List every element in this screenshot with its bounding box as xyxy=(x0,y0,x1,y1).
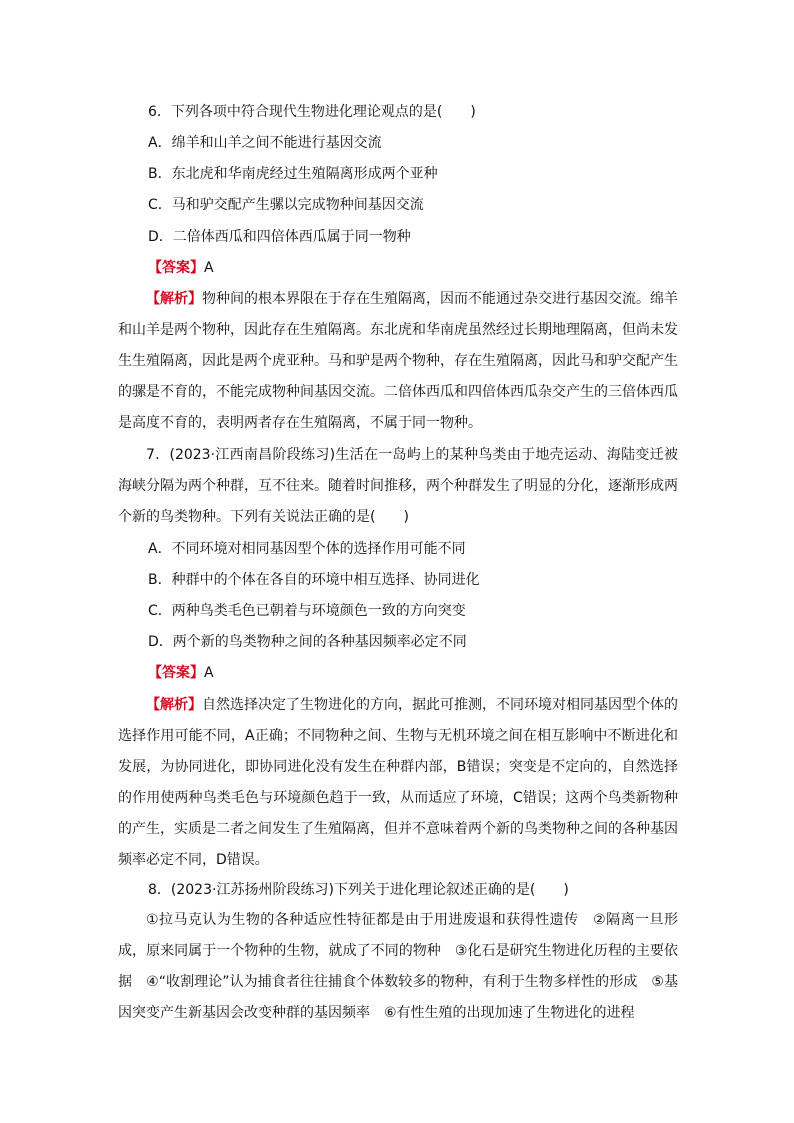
question-6-option-a: A．绵羊和山羊之间不能进行基因交流 xyxy=(148,135,382,151)
question-8-statements: ①拉马克认为生物的各种适应性特征都是由于用进废退和获得性遗传 ②隔离一旦形成，原来同属于一个物种的生物，就成了不同的物种 ③化石是研究生物进化历程的主要依据 ④“收割理论”认为捕食者往往捕食个体数较多的物种，有利于生物多样性的形成 ⑤基因突变产生新基因会改变种群的基因频率 ⑥有性生殖的出现加速了生物进化的进程 xyxy=(118,912,678,1021)
question-7-stem: 7．(2023·江西南昌阶段练习)生活在一岛屿上的某种鸟类由于地壳运动、海陆变迁被海峡分隔为两个种群，互不往来。随着时间推移，两个种群发生了明显的分化，逐渐形成两个新的鸟类物种。下列有关说法正确的是( ) xyxy=(118,447,678,525)
question-7-option-a: A．不同环境对相同基因型个体的选择作用可能不同 xyxy=(148,541,466,557)
question-7-option-d: D．两个新的鸟类物种之间的各种基因频率必定不同 xyxy=(148,634,467,650)
answer-value: A xyxy=(204,665,214,681)
analysis-tag: 【解析】 xyxy=(146,697,202,713)
answer-tag: 【答案】 xyxy=(148,260,204,276)
answer-tag: 【答案】 xyxy=(148,665,204,681)
question-7-answer xyxy=(148,663,214,683)
question-6-option-d: D．二倍体西瓜和四倍体西瓜属于同一物种 xyxy=(148,229,411,245)
question-6-option-c: C．马和驴交配产生骡以完成物种间基因交流 xyxy=(148,197,424,213)
question-6-option-b: B．东北虎和华南虎经过生殖隔离形成两个亚种 xyxy=(148,166,438,182)
question-7-option-b: B．种群中的个体在各自的环境中相互选择、协同进化 xyxy=(148,572,480,588)
question-7-option-c: C．两种鸟类毛色已朝着与环境颜色一致的方向突变 xyxy=(148,603,466,619)
answer-value: A xyxy=(204,260,214,276)
analysis-text: 物种间的根本界限在于存在生殖隔离，因而不能通过杂交进行基因交流。绵羊和山羊是两个物种，因此存在生殖隔离。东北虎和华南虎虽然经过长期地理隔离，但尚未发生生殖隔离，因此是两个虎亚种。马和驴是两个物种，存在生殖隔离，因此马和驴交配产生的骡是不育的，不能完成物种间基因交流。二倍体西瓜和四倍体西瓜杂交产生的三倍体西瓜是高度不育的，表明两者存在生殖隔离，不属于同一物种。 xyxy=(118,291,678,431)
question-8-stem: 8．(2023·江苏扬州阶段练习)下列关于进化理论叙述正确的是( ) xyxy=(148,882,569,898)
analysis-text: 自然选择决定了生物进化的方向，据此可推测，不同环境对相同基因型个体的选择作用可能不同，A正确；不同物种之间、生物与无机环境之间在相互影响中不断进化和发展，为协同进化，即协同进化没有发生在种群内部，B错误；突变是不定向的，自然选择的作用使两种鸟类毛色与环境颜色趋于一致，从而适应了环境，C错误；这两个鸟类新物种的产生，实质是二者之间发生了生殖隔离，但并不意味着两个新的鸟类物种之间的各种基因频率必定不同，D错误。 xyxy=(118,697,678,868)
question-6-answer xyxy=(148,258,214,278)
analysis-tag: 【解析】 xyxy=(146,291,202,307)
question-6-analysis xyxy=(118,284,678,434)
question-7-analysis xyxy=(118,690,678,876)
question-6-stem: 6．下列各项中符合现代生物进化理论观点的是( ) xyxy=(148,104,476,120)
